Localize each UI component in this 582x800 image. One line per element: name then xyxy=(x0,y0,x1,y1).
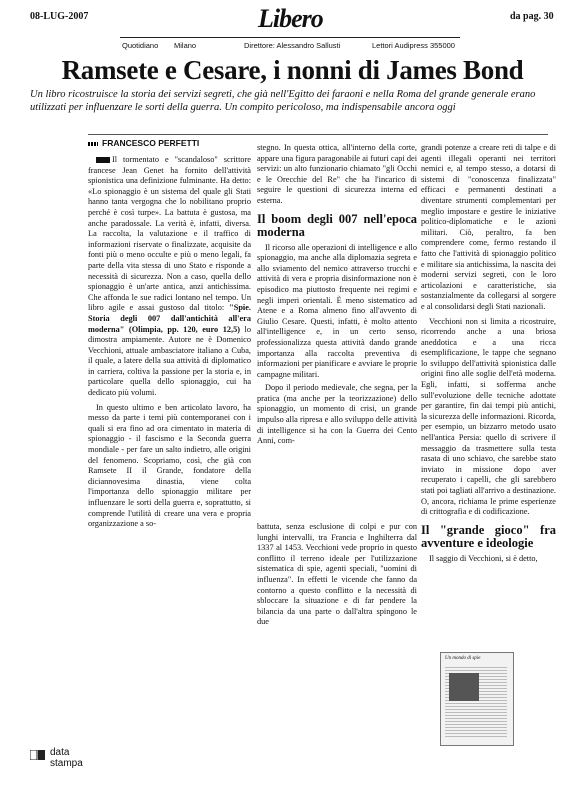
page-reference: da pag. 30 xyxy=(510,11,554,22)
paragraph: In questo ultimo e ben articolato lavoro, ha messo da parte i temi più contemporanei con i quali si era fino ad ora cimentato in materia di spionaggio - il fascismo e la Seconda guerra mondiale - per fare un salto indietro, alle origini del fenomeno. Scopriamo, così, che già con Ramsete II il Grande, fondatore della diciannovesima dinastia, viene colta l'importanza dello spionaggio militare per influenzare le sorti della guerra e, soprattutto, si comprende l'utilità di creare una vera e propria organizzazione a so- xyxy=(88,402,251,529)
newspaper-city: Milano xyxy=(174,41,197,50)
paragraph: Dopo il periodo medievale, che segna, per la pratica (ma anche per la teorizzazione) dello spionaggio, un momento di crisi, un grande impulso alla ripresa e allo sviluppo delle attività di intelligence si ha con la Guerra dei Cento Anni, com- xyxy=(257,383,417,446)
paragraph: grandi potenze a creare reti di talpe e di agenti illegali operanti nei territori nemici e, al tempo stesso, a dotarsi di sistemi di "conoscenza finalizzata" efficaci e permanenti destinati a diventare strumenti complementari per meglio impostare e gestire le iniziative politico-diplomatiche e le azioni militari. Ciò, peraltro, fa ben comprendere come, fermo restando il fatto che l'attività di spionaggio politico e militare sia antichissima, la nascita dei moderni servizi segreti, con le loro articolazioni e caratteristiche, sia sostanzialmente da collegarsi al sorgere e al consolidarsi degli Stati nazionali. xyxy=(421,143,556,311)
article-headline: Ramsete e Cesare, i nonni di James Bond xyxy=(61,55,524,85)
book-cover-image xyxy=(440,652,514,746)
byline-bars-icon xyxy=(88,142,98,146)
newspaper-logo: Libero xyxy=(258,4,323,33)
byline-divider xyxy=(88,134,548,135)
column-2 xyxy=(257,143,417,447)
lead-bar-icon xyxy=(96,157,110,163)
newspaper-director: Direttore: Alessandro Sallusti xyxy=(244,41,341,50)
book-cover-title: Un mondo di spie xyxy=(445,656,481,661)
paragraph-text: lo dimostra ampiamente. Autore ne è Domenico Vecchioni, attuale ambasciatore italiano a Cuba, il quale, a latere della sua attività di diplomatico in carriera, coltiva la passione per la storia e, in particolare quella dello spionaggio, cui ha dedicato più volumi. xyxy=(88,324,251,398)
column-2-continued xyxy=(257,522,417,628)
footer-line-2: stampa xyxy=(50,758,83,769)
paragraph: Il ricorso alle operazioni di intelligence e allo spionaggio, ma anche alla diplomazia segreta e allo sviamento del nemico attraverso trucchi e attività di vera e propria disinformazione non è episodico ma piuttosto frequente nei regimi e negli imperi orientali. È meno sistematico ad Atene e a Roma almeno fino all'avvento di Giulio Cesare. Questi, infatti, è molto attento all'intelligence e, in un certo senso, professionalizza questa attività dando grande importanza alla raccolta preventiva di informazioni per pianificare e avviare le proprie campagne militari. xyxy=(257,242,417,379)
article-subhead: Un libro ricostruisce la storia dei servizi segreti, che già nell'Egitto dei faraoni e nella Roma del grande generale erano utilizzati per influenzare le sorti della guerra. Un compito pericoloso, ma indispensabile ancora oggi xyxy=(30,89,536,113)
paragraph xyxy=(88,155,251,399)
paragraph: battuta, senza esclusione di colpi e pur con lunghi intervalli, tra Francia e Inghilterra dal 1337 al 1453. Vecchioni vede proprio in questo conflitto il terreno ideale per l'utilizzazione sistematica di spie, agenti speciali, "uomini di influenza". In effetti le vicende che fanno da contorno a questo conflitto e la necessità di sbloccare la situazione e di far pendere la bilancia da una parte o dall'altra spingono le due xyxy=(257,522,417,627)
newspaper-type: Quotidiano xyxy=(122,41,159,50)
paragraph-text: Il tormentato e "scandaloso" scrittore francese Jean Genet ha fornito dell'attività spionistica una definizione fulminante. Ha detto: «Lo spionaggio è un sistema del quale gli Stati hanno tanta vergogna che lo nobilitano proprio perché è così turpe». La battuta è gustosa, ma anche paradossale. La verità è, infatti, diversa. La raccolta, la valutazione e il traffico di informazioni riservate o finalizzate, acquisite da fonti più o meno occulte e più o meno legali, fa parte della vita stessa di uno Stato e risponde a necessità di sicurezza. Non a caso, quella dello spionaggio è un'arte antica, anzi antichissima. Che affonda le sue radici lontano nel tempo. Un libro agile e assai gustoso dal titolo: xyxy=(88,155,251,313)
publication-date: 08-LUG-2007 xyxy=(30,11,89,22)
footer-line-1: data xyxy=(50,747,70,758)
newspaper-readers: Lettori Audipress 355000 xyxy=(372,41,455,50)
column-1 xyxy=(88,155,251,530)
book-title: "Spie. Storia degli 007 dall'antichità all'era moderna" (Olimpia, pp. 120, euro 12,5) xyxy=(88,303,251,334)
book-cover-photo xyxy=(449,673,479,701)
section-subtitle: Il "grande gioco" fra avventure e ideologie xyxy=(421,522,556,550)
datastampa-logo-icon xyxy=(30,750,46,760)
article-byline: FRANCESCO PERFETTI xyxy=(102,138,200,148)
footer-brand xyxy=(50,747,83,769)
paragraph: stegno. In questa ottica, all'interno della corte, appare una figura paragonabile ai futuri capi dei servizi: un alto funzionario chiamato "gli Occhi e le Orecchie del Re" che ha l'incarico di seguire le questioni di sicurezza interna ed esterna. xyxy=(257,143,417,205)
paragraph: Il saggio di Vecchioni, si è detto, xyxy=(429,553,538,563)
section-subtitle: Il boom degli 007 nell'epoca moderna xyxy=(257,211,417,239)
column-3 xyxy=(421,143,556,564)
header-divider xyxy=(120,37,460,38)
paragraph: Vecchioni non si limita a ricostruire, ricorrendo anche a una briosa aneddotica e a una ricca esemplificazione, le tappe che segnano lo sviluppo dell'attività spionistica dalle origini fino alle soglie dell'età moderna. Egli, infatti, si sofferma anche sull'evoluzione delle tecniche adottate per garantire, fin dai tempi più antichi, la sicurezza delle informazioni. Ricorda, per esempio, un bizzarro metodo usato nell'antica Persia: quello di scrivere il messaggio da trasmettere sulla testa rasata di uno schiavo, che sarebbe stato inviato in missione dopo aver recuperato i capelli, che gli sarebbero stati poi tagliati all'arrivo a destinazione. O, ancora, richiama le prime esperienze di crittografia e di codificazione. xyxy=(421,316,556,517)
